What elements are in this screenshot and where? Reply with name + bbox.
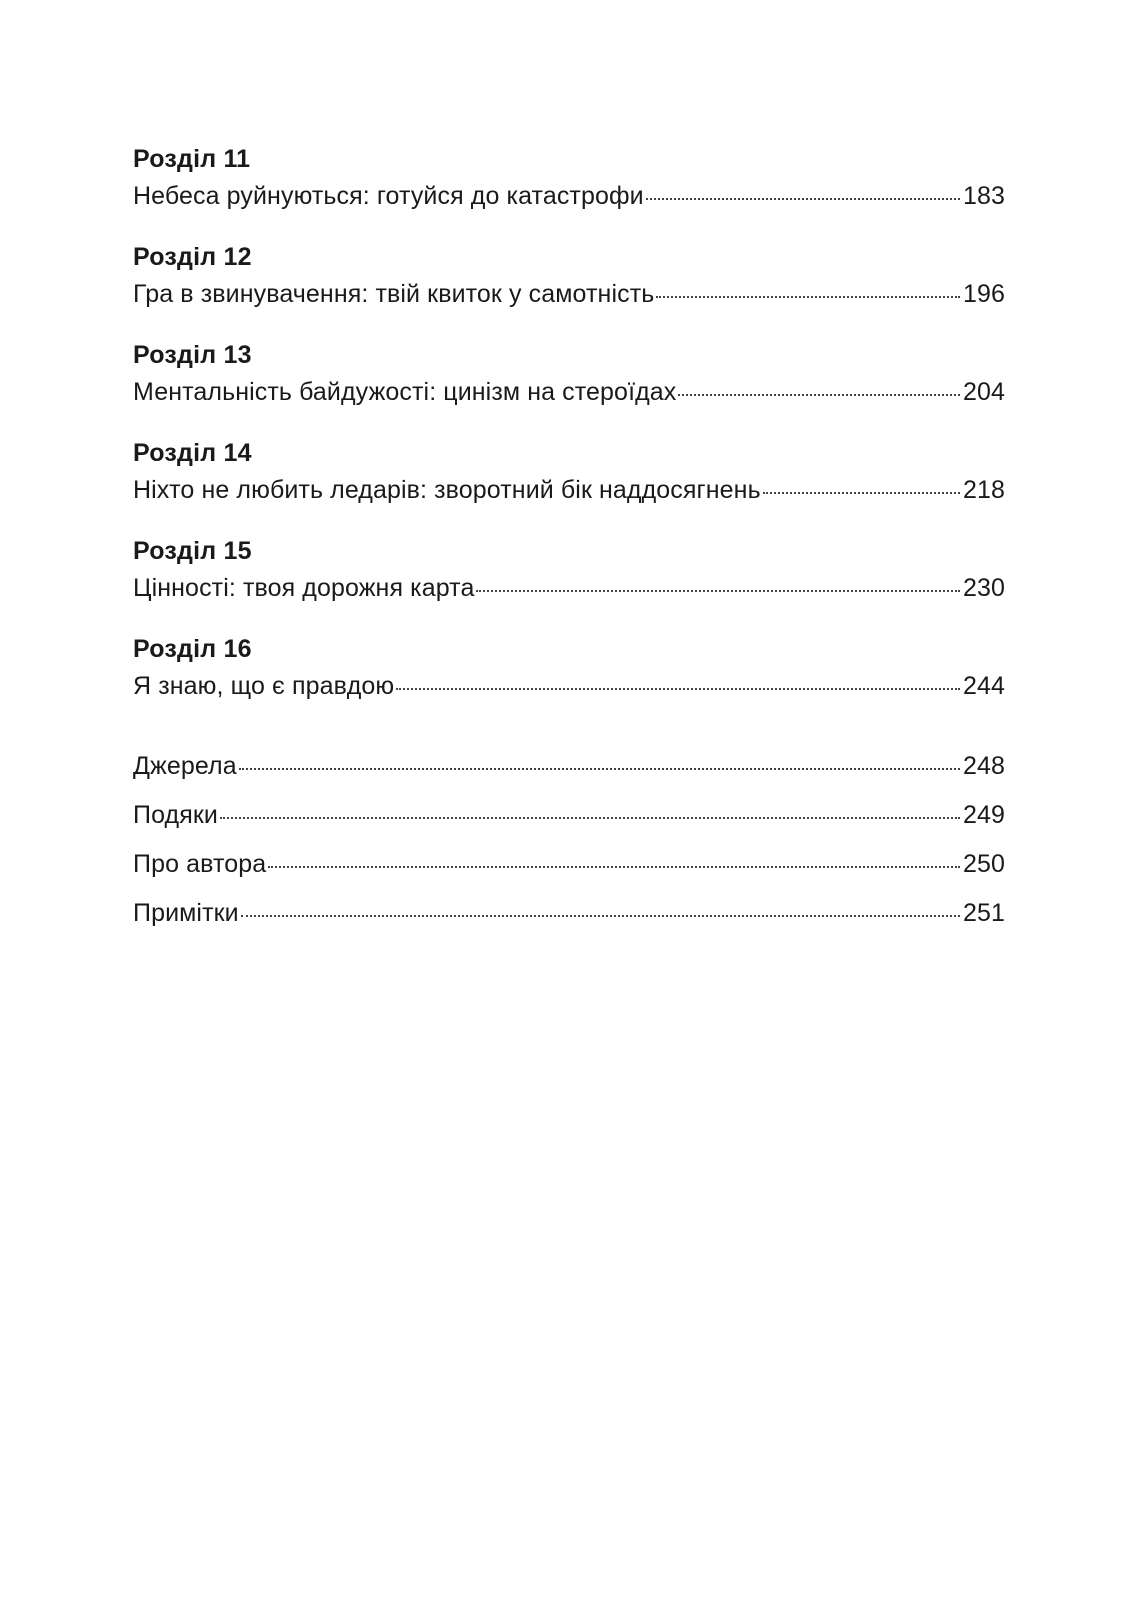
toc-chapter bbox=[133, 240, 1005, 314]
dot-leader bbox=[396, 688, 960, 690]
dot-leader bbox=[763, 492, 960, 494]
toc-entry[interactable] bbox=[133, 791, 1005, 840]
toc-entry[interactable] bbox=[133, 666, 1005, 706]
chapter-heading: Розділ 14 bbox=[133, 439, 252, 467]
toc-page-number: 204 bbox=[962, 378, 1005, 406]
toc-entry-title: Я знаю, що є правдою bbox=[133, 672, 395, 700]
toc-entry-title: Примітки bbox=[133, 899, 239, 927]
toc-chapter bbox=[133, 142, 1005, 216]
toc-entry-title: Подяки bbox=[133, 801, 218, 829]
dot-leader bbox=[268, 866, 960, 868]
toc-page-number: 244 bbox=[962, 672, 1005, 700]
toc-entry[interactable] bbox=[133, 176, 1005, 216]
chapter-heading: Розділ 15 bbox=[133, 537, 252, 565]
toc-page-number: 250 bbox=[962, 850, 1005, 878]
toc-page-number: 196 bbox=[962, 280, 1005, 308]
chapter-heading: Розділ 11 bbox=[133, 145, 251, 173]
toc-entry[interactable] bbox=[133, 470, 1005, 510]
toc-entry[interactable] bbox=[133, 568, 1005, 608]
toc-entry-title: Небеса руйнуються: готуйся до катастрофи bbox=[133, 182, 644, 210]
table-of-contents bbox=[133, 142, 1005, 938]
toc-entry[interactable] bbox=[133, 742, 1005, 791]
toc-entry[interactable] bbox=[133, 274, 1005, 314]
toc-entry-title: Гра в звинувачення: твій квиток у самотність bbox=[133, 280, 655, 308]
toc-entry-title: Ментальність байдужості: цинізм на стероїдах bbox=[133, 378, 677, 406]
toc-entry[interactable] bbox=[133, 840, 1005, 889]
dot-leader bbox=[241, 915, 960, 917]
dot-leader bbox=[678, 394, 960, 396]
chapter-heading: Розділ 12 bbox=[133, 243, 252, 271]
toc-page-number: 249 bbox=[962, 801, 1005, 829]
toc-chapter bbox=[133, 632, 1005, 706]
toc-entry-title: Цінності: твоя дорожня карта bbox=[133, 574, 475, 602]
toc-page-number: 230 bbox=[962, 574, 1005, 602]
toc-page-number: 183 bbox=[962, 182, 1005, 210]
toc-chapter bbox=[133, 534, 1005, 608]
toc-entry-title: Про автора bbox=[133, 850, 267, 878]
dot-leader bbox=[239, 768, 960, 770]
dot-leader bbox=[220, 817, 960, 819]
dot-leader bbox=[476, 590, 960, 592]
toc-chapter bbox=[133, 436, 1005, 510]
toc-chapter bbox=[133, 338, 1005, 412]
toc-page-number: 248 bbox=[962, 752, 1005, 780]
toc-entry-title: Ніхто не любить ледарів: зворотний бік наддосягнень bbox=[133, 476, 761, 504]
dot-leader bbox=[656, 296, 960, 298]
toc-page-number: 218 bbox=[962, 476, 1005, 504]
backmatter-list bbox=[133, 742, 1005, 938]
chapter-heading: Розділ 16 bbox=[133, 635, 252, 663]
toc-entry[interactable] bbox=[133, 889, 1005, 938]
toc-page-number: 251 bbox=[962, 899, 1005, 927]
chapter-heading: Розділ 13 bbox=[133, 341, 252, 369]
toc-entry-title: Джерела bbox=[133, 752, 237, 780]
dot-leader bbox=[646, 198, 960, 200]
toc-entry[interactable] bbox=[133, 372, 1005, 412]
